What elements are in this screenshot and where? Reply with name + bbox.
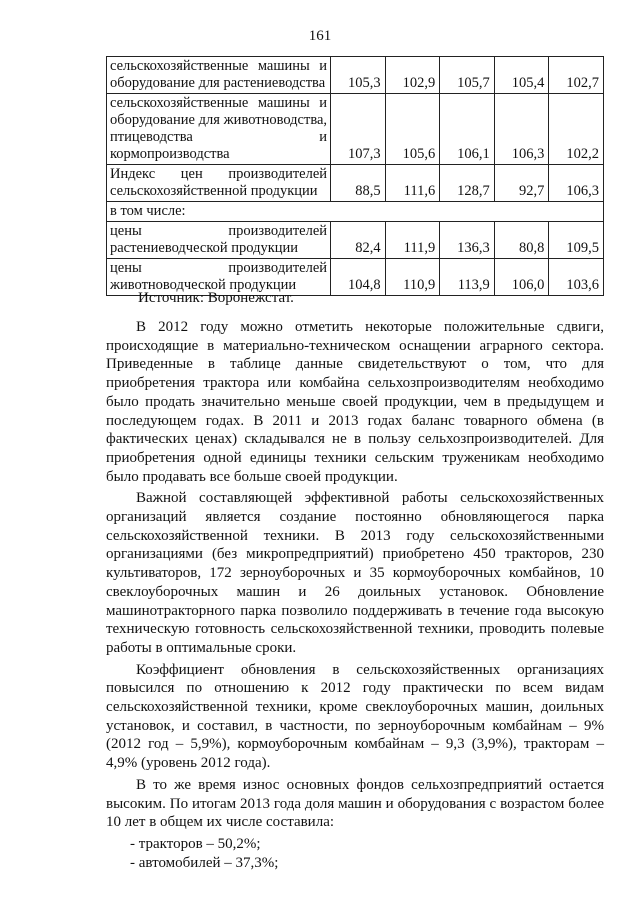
body-text (106, 318, 604, 872)
row-label: сельскохозяйственные машины и оборудование для животноводства, птицеводства и кормопроизводства (107, 94, 331, 165)
table-cell: 111,9 (385, 222, 440, 259)
table-cell: 128,7 (440, 165, 495, 202)
paragraph: Важной составляющей эффективной работы сельскохозяйственных организаций является создание постоянно обновляющегося парка сельскохозяйственной техники. В 2013 году сельскохозяйственными организациями (без микропредприятий) приобретено 450 тракторов, 230 культиваторов, 172 зерноуборочных и 35 кормоуборочных комбайнов, 10 свеклоуборочных машин и 26 доильных установок. Обновление машинотракторного парка позволило поддерживать в течение года высокую техническую готовность сельскохозяйственной техники, проводить полевые работы в оптимальные сроки. (106, 490, 604, 656)
table-cell: 106,3 (494, 94, 549, 165)
table-row (107, 94, 604, 165)
table-cell: 113,9 (440, 259, 495, 296)
row-label: цены производителей растениеводческой продукции (107, 222, 331, 259)
table-cell: 105,6 (385, 94, 440, 165)
row-label: Индекс цен производителей сельскохозяйственной продукции (107, 165, 331, 202)
table-cell: 107,3 (331, 94, 386, 165)
table-cell: 106,3 (549, 165, 604, 202)
table-cell: 136,3 (440, 222, 495, 259)
paragraph: Коэффициент обновления в сельскохозяйственных организациях повысился по отношению к 2012 году практически по всем видам сельскохозяйственной техники, кроме свеклоуборочных машин, доильных установок, и составил, в частности, по зерноуборочным комбайнам – 9% (2012 год – 5,9%), кормоуборочным комбайнам – 9,3 (3,9%), тракторам – 4,9% (уровень 2012 года). (106, 661, 604, 772)
paragraph: В то же время износ основных фондов сельхозпредприятий остается высоким. По итогам 2013 года доля машин и оборудования с возрастом более 10 лет в общем их числе составила: (106, 776, 604, 831)
row-label: сельскохозяйственные машины и оборудование для растениеводства (107, 57, 331, 94)
paragraph: В 2012 году можно отметить некоторые положительные сдвиги, происходящие в материально-техническом оснащении аграрного сектора. Приведенные в таблице данные свидетельствуют о том, что для приобретения трактора или комбайна сельхозпроизводителям необходимо было продать значительно меньше своей продукции, чем в предыдущем и последующем годах. В 2011 и 2013 годах баланс товарного обмена (в фактических ценах) складывался не в пользу сельхозпроизводителей. Для приобретения одной единицы техники сельским труженикам необходимо было продавать все больше своей продукции. (106, 319, 604, 485)
table-row (107, 202, 604, 222)
table-cell: 92,7 (494, 165, 549, 202)
table-cell: 110,9 (385, 259, 440, 296)
table-cell: 102,2 (549, 94, 604, 165)
table-cell: 103,6 (549, 259, 604, 296)
table-cell: 104,8 (331, 259, 386, 296)
table-cell: 106,0 (494, 259, 549, 296)
table-cell: 105,4 (494, 57, 549, 94)
table-row (107, 57, 604, 94)
table-cell: 106,1 (440, 94, 495, 165)
table-cell: 105,3 (331, 57, 386, 94)
table-cell: 82,4 (331, 222, 386, 259)
table-cell: 111,6 (385, 165, 440, 202)
table-cell: 105,7 (440, 57, 495, 94)
table-source-note: Источник: Воронежстат. (138, 290, 294, 306)
table-row (107, 222, 604, 259)
row-label: цены производителей животноводческой продукции (107, 259, 331, 296)
table-cell: 102,9 (385, 57, 440, 94)
table-row (107, 165, 604, 202)
statistics-table (106, 56, 604, 296)
row-label: в том числе: (107, 202, 604, 222)
list-item: - автомобилей – 37,3%; (130, 854, 279, 871)
table-cell: 102,7 (549, 57, 604, 94)
table-body (107, 57, 604, 296)
table-cell: 80,8 (494, 222, 549, 259)
table-cell: 109,5 (549, 222, 604, 259)
list-item: - тракторов – 50,2%; (130, 835, 261, 852)
page-number: 161 (308, 28, 332, 44)
table-cell: 88,5 (331, 165, 386, 202)
